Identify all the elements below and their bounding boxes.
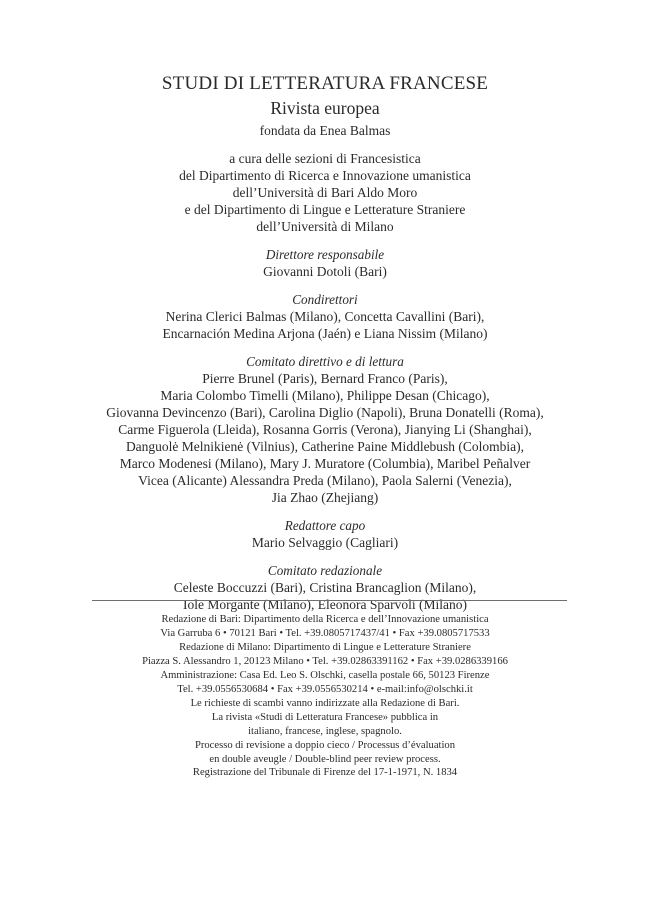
section-divider bbox=[92, 600, 567, 601]
board-names-line: Pierre Brunel (Paris), Bernard Franco (Paris), bbox=[202, 371, 448, 386]
curated-by-line: a cura delle sezioni di Francesistica bbox=[229, 151, 421, 166]
codirectors-role: Condirettori bbox=[292, 292, 358, 307]
chief-editor-block bbox=[0, 517, 650, 551]
board-names-line: Carme Figuerola (Lleida), Rosanna Gorris (Verona), Jianying Li (Shanghai), bbox=[118, 422, 532, 437]
curated-by-line: del Dipartimento di Ricerca e Innovazione umanistica bbox=[179, 168, 471, 183]
curated-by-block bbox=[0, 150, 650, 235]
colophon-line: Tel. +39.0556530684 • Fax +39.0556530214 • e-mail:info@olschki.it bbox=[177, 683, 473, 695]
board-block bbox=[0, 353, 650, 506]
colophon-line: La rivista «Studi di Letteratura Francese» pubblica in bbox=[211, 711, 439, 723]
curated-by-line: e del Dipartimento di Lingue e Letterature Straniere bbox=[184, 202, 466, 217]
colophon-line: Redazione di Bari: Dipartimento della Ricerca e dell’Innovazione umanistica bbox=[161, 614, 489, 625]
board-names-line: Maria Colombo Timelli (Milano), Philippe Desan (Chicago), bbox=[160, 388, 490, 403]
board-names-line: Danguolė Melnikienė (Vilnius), Catherine Paine Middlebush (Colombia), bbox=[125, 439, 525, 454]
colophon-line: Piazza S. Alessandro 1, 20123 Milano • Tel. +39.02863391162 • Fax +39.0286339166 bbox=[142, 655, 508, 667]
editorial-committee-names-line: Iole Morgante (Milano), Eleonora Sparvoli (Milano) bbox=[183, 597, 467, 612]
board-names-line: Jia Zhao (Zhejiang) bbox=[271, 490, 379, 505]
curated-by-line: dell’Università di Bari Aldo Moro bbox=[232, 185, 418, 200]
journal-title: STUDI DI LETTERATURA FRANCESE bbox=[161, 73, 489, 94]
board-names-line: Giovanna Devincenzo (Bari), Carolina Diglio (Napoli), Bruna Donatelli (Roma), bbox=[106, 405, 544, 420]
colophon-line: italiano, francese, inglese, spagnolo. bbox=[248, 725, 402, 737]
colophon-line: Via Garruba 6 • 70121 Bari • Tel. +39.0805717437/41 • Fax +39.0805717533 bbox=[160, 627, 490, 639]
colophon-line: en double aveugle / Double-blind peer review process. bbox=[209, 753, 441, 765]
board-names-line: Vicea (Alicante) Alessandra Preda (Milano), Paola Salerni (Venezia), bbox=[138, 473, 512, 488]
codirectors-block bbox=[0, 291, 650, 342]
director-role: Direttore responsabile bbox=[265, 247, 385, 262]
colophon-line: Processo di revisione a doppio cieco / Processus d’évaluation bbox=[194, 739, 456, 751]
director-name: Giovanni Dotoli (Bari) bbox=[263, 264, 387, 279]
colophon-line: Redazione di Milano: Dipartimento di Lingue e Letterature Straniere bbox=[179, 641, 471, 653]
founded-by: fondata da Enea Balmas bbox=[259, 123, 391, 138]
editorial-committee-names-line: Celeste Boccuzzi (Bari), Cristina Brancaglion (Milano), bbox=[173, 580, 477, 595]
editorial-committee-block bbox=[0, 562, 650, 613]
chief-editor-name: Mario Selvaggio (Cagliari) bbox=[251, 535, 399, 550]
editorial-committee-role: Comitato redazionale bbox=[267, 563, 383, 578]
codirectors-names-line: Nerina Clerici Balmas (Milano), Concetta Cavallini (Bari), bbox=[165, 309, 485, 324]
masthead-header bbox=[0, 72, 650, 613]
board-role: Comitato direttivo e di lettura bbox=[246, 354, 404, 369]
colophon-line: Le richieste di scambi vanno indirizzate alla Redazione di Bari. bbox=[190, 697, 460, 709]
colophon bbox=[0, 613, 650, 780]
colophon-line: Registrazione del Tribunale di Firenze del 17-1-1971, N. 1834 bbox=[192, 767, 458, 779]
chief-editor-role: Redattore capo bbox=[284, 518, 366, 533]
codirectors-names-line: Encarnación Medina Arjona (Jaén) e Liana Nissim (Milano) bbox=[162, 326, 488, 341]
director-block bbox=[0, 246, 650, 280]
board-names-line: Marco Modenesi (Milano), Mary J. Muratore (Columbia), Maribel Peñalver bbox=[119, 456, 531, 471]
journal-subtitle: Rivista europea bbox=[270, 98, 380, 118]
curated-by-line: dell’Università di Milano bbox=[256, 219, 394, 234]
colophon-line: Amministrazione: Casa Ed. Leo S. Olschki, casella postale 66, 50123 Firenze bbox=[160, 669, 490, 681]
